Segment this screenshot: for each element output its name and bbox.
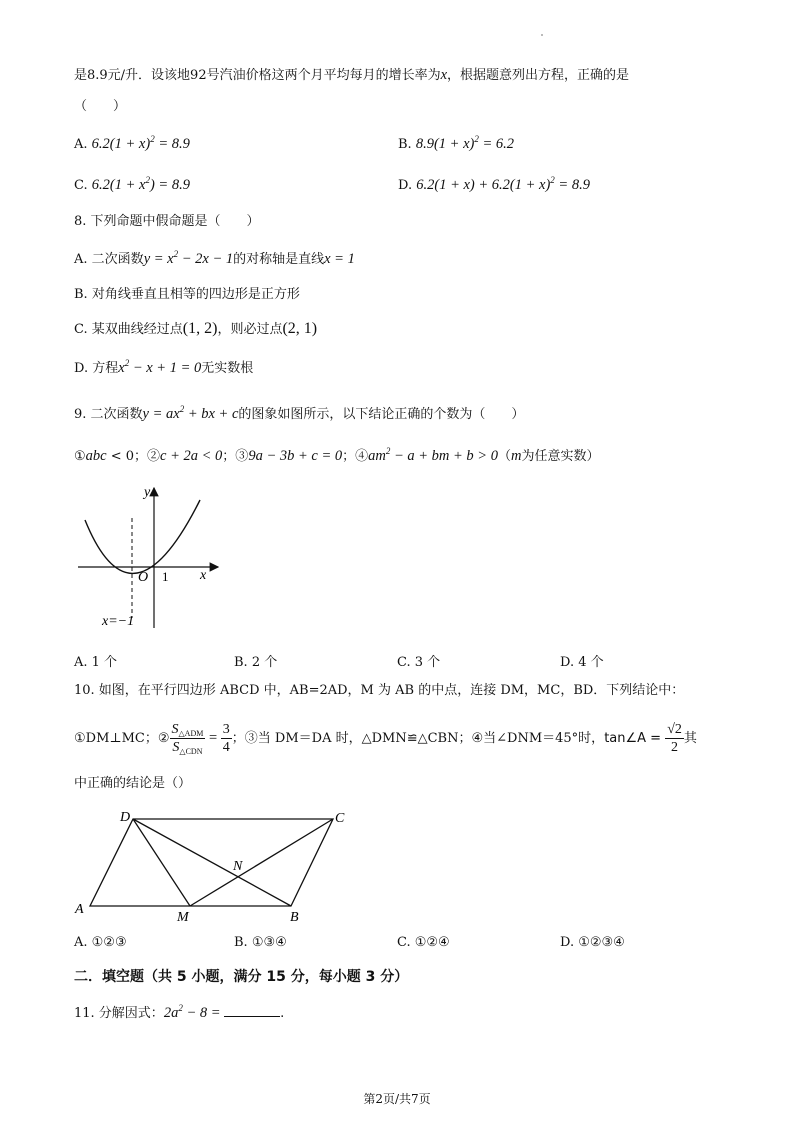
point-N-label: N — [233, 859, 243, 874]
q7-option-a[interactable]: A. $6.2(1 + x)^2 = 8.9$ — [74, 134, 190, 152]
q11-answer-blank[interactable] — [224, 1004, 280, 1017]
point-B-label: B — [290, 910, 299, 924]
y-axis-label: y — [144, 485, 151, 500]
q9-stem: 9. 二次函数$y = ax^2$ + bx + c的图象如图所示，以下结论正确的个数为（ ） — [74, 404, 525, 422]
area-ratio-fraction: $\frac{S_{\triangle ADM}}{S_{\triangle CDN}}$ — [171, 722, 204, 756]
q10-option-d[interactable]: D. ①②③④ — [560, 935, 625, 950]
q9-conclusions: ①abc < 0；②c + 2a < 0；③9a − 3b + c = 0；$④am^2 - a$ + bm + b > 0（m为任意实数） — [74, 446, 600, 464]
q7-stem-line: 是8.9元/升．设该地92号汽油价格这两个月平均每月的增长率为x，根据题意列出方程，正确的是 — [74, 67, 630, 83]
x-axis-label: x — [200, 568, 207, 583]
q8-option-c[interactable]: C. 某双曲线经过点(1, 2)，则必过点(2, 1) — [74, 320, 318, 337]
point-A-label: A — [75, 902, 84, 917]
parabola-curve — [85, 500, 200, 573]
q10-option-a[interactable]: A. ①②③ — [74, 935, 127, 950]
q10-option-b[interactable]: B. ①③④ — [234, 935, 287, 950]
q10-stem-line2: 中正确的结论是（） — [74, 776, 192, 791]
point-D-label: D — [120, 810, 131, 825]
q11-stem: 11. 分解因式：$2a^2 - 8$ = . — [74, 1003, 285, 1021]
one-label: 1 — [162, 569, 169, 584]
scan-speck — [541, 34, 543, 36]
origin-label: O — [138, 570, 149, 585]
page-footer: 第2页/共7页 — [363, 1092, 431, 1106]
section-heading-fill-in: 二．填空题（共 5 小题，满分 15 分，每小题 3 分） — [74, 969, 409, 985]
q7-option-b[interactable]: B. $8.9(1 + x)^2 = 6.2$ — [398, 134, 515, 152]
q8-option-b[interactable]: B. 对角线垂直且相等的四边形是正方形 — [74, 287, 300, 302]
q8-stem: 8. 下列命题中假命题是（ ） — [74, 214, 260, 229]
segment-DM — [133, 819, 190, 906]
q10-option-c[interactable]: C. ①②④ — [397, 935, 450, 950]
q9-option-a[interactable]: A. 1 个 — [74, 655, 118, 670]
q7-option-c[interactable]: C. $6.2(1 + x^2) = 8.9$ — [74, 175, 190, 193]
point-M-label: M — [177, 910, 189, 924]
q10-parallelogram-figure — [70, 806, 360, 924]
q10-stem: 10. 如图，在平行四边形 ABCD 中，AB=2AD，M 为 AB 的中点，连接 DM，MC，BD．下列结论中： — [74, 683, 685, 698]
q9-parabola-graph — [70, 478, 230, 634]
q9-option-b[interactable]: B. 2 个 — [234, 655, 278, 670]
q9-option-c[interactable]: C. 3 个 — [397, 655, 441, 670]
q9-option-d[interactable]: D. 4 个 — [560, 655, 604, 670]
q8-option-d[interactable]: D. 方程$x^2 - x + 1 = 0$无实数根 — [74, 358, 254, 376]
point-C-label: C — [335, 811, 345, 826]
symmetry-axis-label: x=−1 — [102, 614, 135, 629]
q10-conclusions: ①DM⊥MC；② $\frac{S_{\triangle ADM}}{S_{\triangle CDN}}$ = $\frac{3}{4}$ ；③当 DM＝DA 时，△DMN≌△CBN；④当∠DNM＝45°时，tan∠A = $\frac{√2}{2}$ 其 — [74, 722, 697, 756]
q7-answer-paren: （ ） — [74, 99, 127, 114]
q7-option-d[interactable]: D. $6.2(1 + x) + 6.2(1 + x)^2 = 8.9$ — [398, 175, 590, 193]
q8-option-a[interactable]: A. 二次函数$y = x^2 - 2x - 1$的对称轴是直线x = 1 — [74, 249, 355, 267]
